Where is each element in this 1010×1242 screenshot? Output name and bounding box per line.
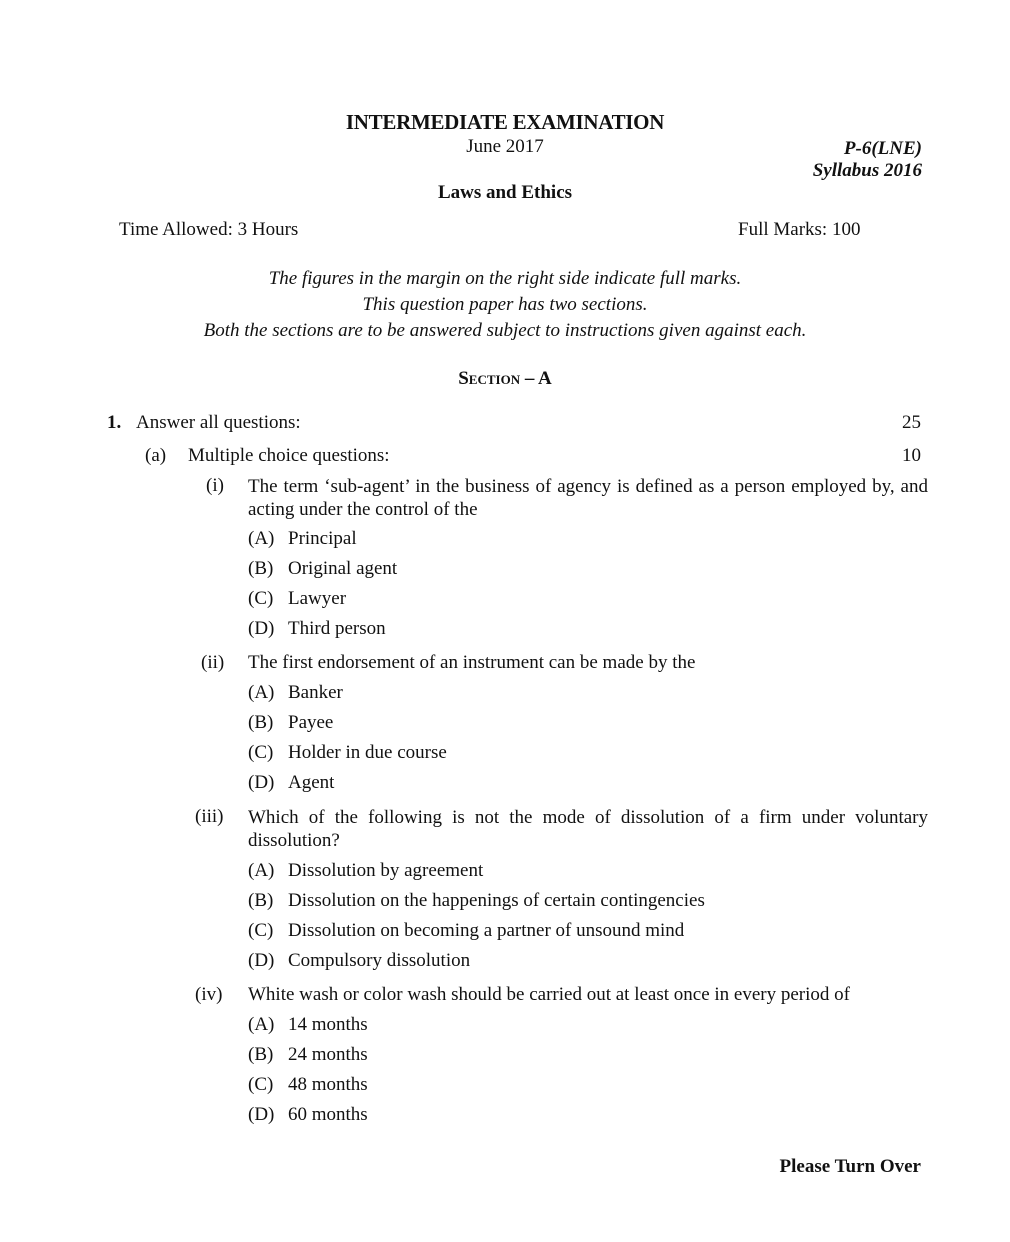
option-label: (D) [248,950,275,971]
option-label: (D) [248,1104,275,1125]
option-text: Lawyer [288,588,347,609]
subquestion-label: (i) [206,475,224,496]
subject-title: Laws and Ethics [437,182,573,203]
instruction-line: The figures in the margin on the right side indicate full marks. [268,268,742,289]
paper-code: P-6(LNE) [843,138,922,159]
part-marks: 10 [902,445,921,466]
question-text: Answer all questions: [136,412,301,433]
question-marks: 25 [902,412,921,433]
option-label: (B) [248,712,274,733]
option-text: Dissolution on the happenings of certain contingencies [288,890,705,911]
please-turn-over: Please Turn Over [779,1156,921,1177]
full-marks: Full Marks: 100 [738,219,861,240]
subquestion-label: (iii) [195,806,224,827]
option-label: (A) [248,1014,275,1035]
option-label: (A) [248,860,275,881]
option-label: (C) [248,920,274,941]
option-text: Agent [288,772,335,793]
option-text: Original agent [288,558,398,579]
syllabus: Syllabus 2016 [812,160,922,181]
option-text: Holder in due course [288,742,447,763]
option-label: (D) [248,772,275,793]
subquestion-label: (iv) [195,984,223,1005]
option-text: 60 months [288,1104,368,1125]
option-text: 48 months [288,1074,368,1095]
option-label: (C) [248,588,274,609]
part-text: Multiple choice questions: [188,445,390,466]
option-text: Dissolution on becoming a partner of unsound mind [288,920,685,941]
option-text: Dissolution by agreement [288,860,484,881]
option-label: (D) [248,618,275,639]
option-label: (B) [248,890,274,911]
section-title: Section – A [458,368,552,389]
option-label: (B) [248,558,274,579]
time-allowed: Time Allowed: 3 Hours [119,219,299,240]
instruction-line: This question paper has two sections. [362,294,648,315]
option-text: 14 months [288,1014,368,1035]
part-label: (a) [145,445,167,466]
option-label: (A) [248,682,275,703]
option-text: Compulsory dissolution [288,950,471,971]
option-text: Principal [288,528,357,549]
option-label: (C) [248,1074,274,1095]
option-text: Third person [288,618,386,639]
instruction-line: Both the sections are to be answered subject to instructions given against each. [203,320,807,341]
subquestion-text: The first endorsement of an instrument can be made by the [248,652,696,673]
exam-title: INTERMEDIATE EXAMINATION [345,110,665,134]
option-label: (B) [248,1044,274,1065]
exam-date: June 2017 [466,136,544,157]
subquestion-label: (ii) [201,652,225,673]
subquestion-text: Which of the following is not the mode of dissolution of a firm under voluntary dissolution? [248,807,928,851]
option-label: (C) [248,742,274,763]
subquestion-text: White wash or color wash should be carried out at least once in every period of [248,984,850,1005]
option-text: 24 months [288,1044,368,1065]
question-number: 1. [107,412,122,433]
option-text: Banker [288,682,343,703]
option-text: Payee [288,712,334,733]
subquestion-text: The term ‘sub-agent’ in the business of agency is defined as a person employed by, and acting under the control of the [248,476,928,520]
option-label: (A) [248,528,275,549]
